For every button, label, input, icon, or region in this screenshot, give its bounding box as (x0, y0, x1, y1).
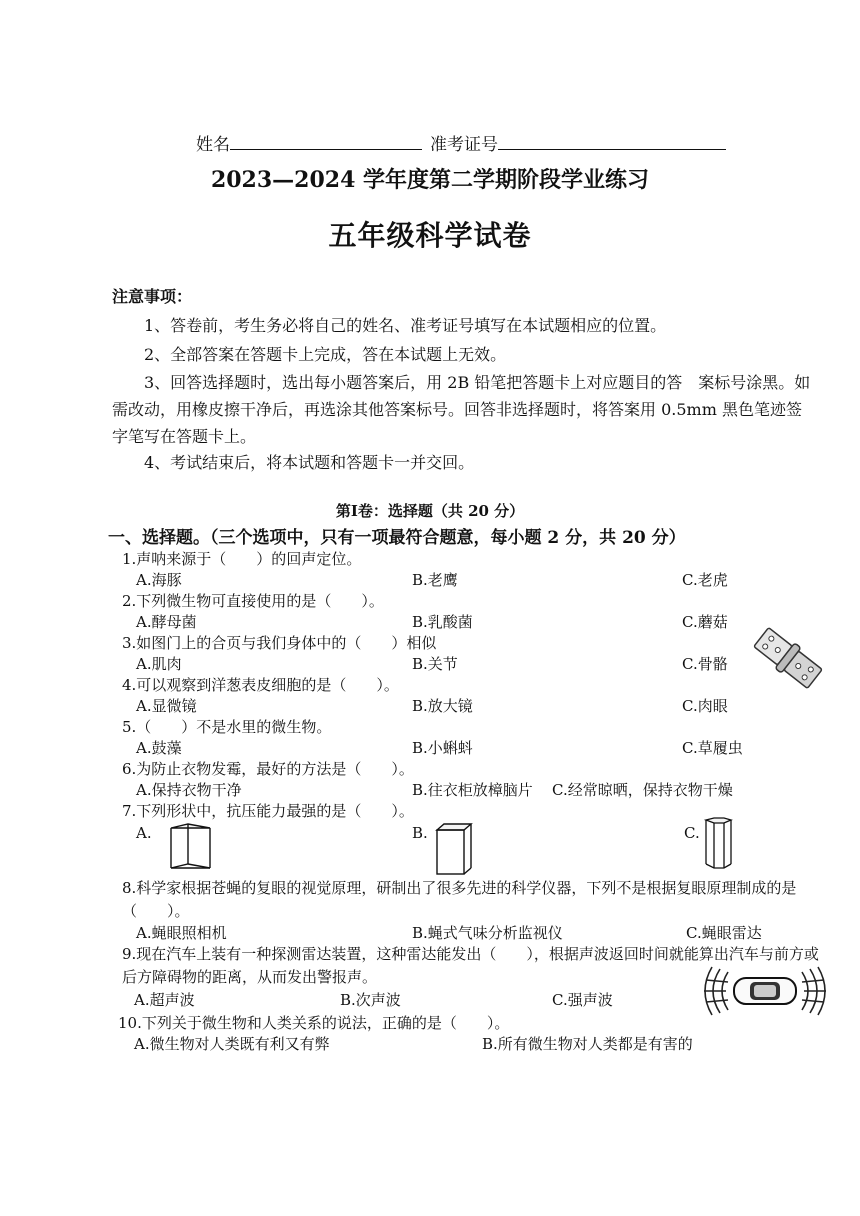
question-8-option-a[interactable]: A.蝇眼照相机 (136, 924, 227, 942)
part1-heading: 第Ⅰ卷：选择题（共 20 分） (335, 502, 525, 520)
notice-title: 注意事项： (112, 287, 193, 306)
question-2-option-c[interactable]: C.蘑菇 (682, 613, 728, 631)
question-5-option-c[interactable]: C.草履虫 (682, 739, 743, 757)
question-5-option-a[interactable]: A.鼓藻 (136, 739, 182, 757)
question-6-option-c[interactable]: C.经常晾晒，保持衣物干燥 (552, 781, 733, 799)
question-2-option-a[interactable]: A.酵母菌 (136, 613, 197, 631)
question-8-option-c[interactable]: C.蝇眼雷达 (686, 924, 762, 942)
door-hinge-icon (748, 624, 828, 692)
question-5: 5.（ ）不是水里的微生物。 (122, 718, 332, 736)
question-5-option-b[interactable]: B.小蝌蚪 (412, 739, 473, 757)
hexagonal-prism-icon (700, 816, 736, 872)
question-9-option-a[interactable]: A.超声波 (134, 991, 195, 1009)
exam-number-label: 准考证号 (430, 135, 498, 155)
question-1-option-a[interactable]: A.海豚 (136, 571, 182, 589)
triangular-prism-icon (168, 822, 214, 874)
question-6-option-b[interactable]: B.往衣柜放樟脑片 (412, 781, 533, 799)
notice-item-1: 1、答卷前，考生务必将自己的姓名、准考证号填写在本试题相应的位置。 (144, 316, 667, 335)
question-10: 10.下列关于微生物和人类关系的说法，正确的是（ ）。 (118, 1014, 510, 1032)
notice-item-4: 4、考试结束后，将本试题和答题卡一并交回。 (144, 453, 475, 472)
question-6: 6.为防止衣物发霉，最好的方法是（ ）。 (122, 760, 414, 778)
question-9-option-c[interactable]: C.强声波 (552, 991, 613, 1009)
name-label: 姓名 (196, 135, 230, 155)
exam-number-field[interactable] (430, 130, 726, 155)
question-4-option-b[interactable]: B.放大镜 (412, 697, 473, 715)
question-1-option-b[interactable]: B.老鹰 (412, 571, 458, 589)
question-6-option-a[interactable]: A.保持衣物干净 (136, 781, 242, 799)
question-7-option-b[interactable]: B. (412, 824, 428, 842)
question-10-option-b[interactable]: B.所有微生物对人类都是有害的 (482, 1035, 693, 1053)
question-7-option-a[interactable]: A. (136, 824, 152, 842)
question-7: 7.下列形状中，抗压能力最强的是（ ）。 (122, 802, 414, 820)
question-7-option-c[interactable]: C. (684, 824, 700, 842)
question-4-option-a[interactable]: A.显微镜 (136, 697, 197, 715)
name-blank[interactable] (230, 149, 422, 150)
question-4: 4.可以观察到洋葱表皮细胞的是（ ）。 (122, 676, 399, 694)
question-9-option-b[interactable]: B.次声波 (340, 991, 401, 1009)
question-3-option-b[interactable]: B.关节 (412, 655, 458, 673)
square-prism-icon (434, 822, 474, 878)
question-4-option-c[interactable]: C.肉眼 (682, 697, 728, 715)
exam-title: 五年级科学试卷 (328, 219, 532, 252)
question-3: 3.如图门上的合页与我们身体中的（ ）相似 (122, 634, 437, 652)
car-radar-icon (702, 964, 828, 1018)
question-8: 8.科学家根据苍蝇的复眼的视觉原理，研制出了很多先进的科学仪器，下列不是根据复眼原理制成的是（ ）。 (122, 879, 797, 920)
name-field[interactable] (196, 130, 422, 155)
question-3-option-a[interactable]: A.肌肉 (136, 655, 182, 673)
question-1: 1.声呐来源于（ ）的回声定位。 (122, 550, 362, 568)
notice-item-2: 2、全部答案在答题卡上完成，答在本试题上无效。 (144, 345, 507, 364)
question-10-option-a[interactable]: A.微生物对人类既有利又有弊 (134, 1035, 330, 1053)
question-2-option-b[interactable]: B.乳酸菌 (412, 613, 473, 631)
question-8-option-b[interactable]: B.蝇式气味分析监视仪 (412, 924, 563, 942)
question-9: 9.现在汽车上装有一种探测雷达装置，这种雷达能发出（ ），根据声波返回时间就能算出汽车与前方或后方障碍物的距离，从而发出警报声。 (122, 945, 819, 986)
notice-item-3: 3、回答选择题时，选出每小题答案后，用 2B 铅笔把答题卡上对应题目的答 案标号涂黑。如需改动，用橡皮擦干净后，再选涂其他答案标号。回答非选择题时，将答案用 0.5mm 黑色笔迹签字笔写在答题卡上。 (112, 373, 811, 446)
question-3-option-c[interactable]: C.骨骼 (682, 655, 728, 673)
section-title: 一、选择题。（三个选项中，只有一项最符合题意，每小题 2 分，共 20 分） (108, 528, 686, 548)
school-year-title: 2023—2024 学年度第二学期阶段学业练习 (210, 167, 650, 193)
question-2: 2.下列微生物可直接使用的是（ ）。 (122, 592, 384, 610)
question-1-option-c[interactable]: C.老虎 (682, 571, 728, 589)
exam-number-blank[interactable] (498, 149, 726, 150)
